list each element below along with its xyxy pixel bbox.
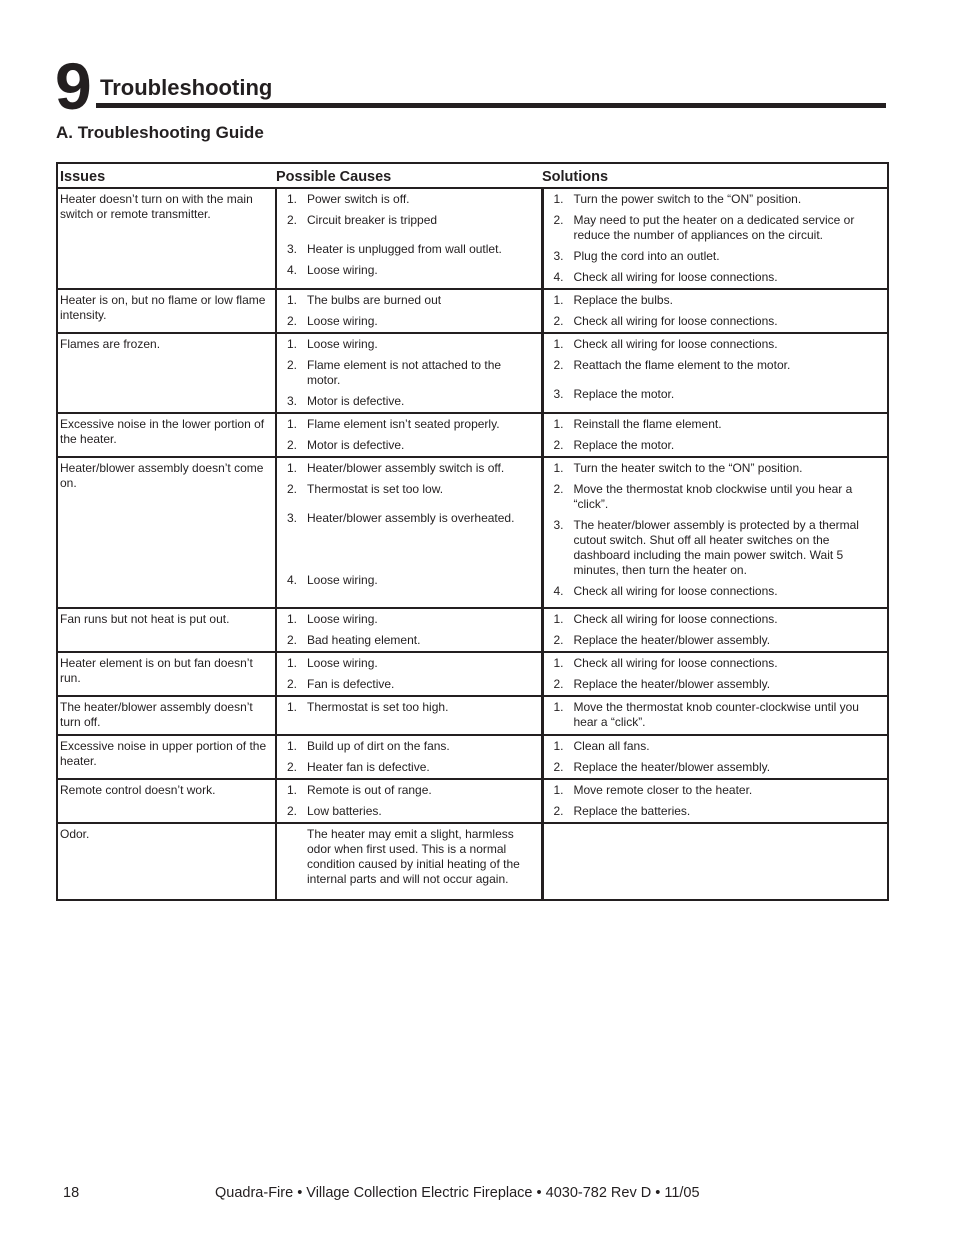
solutions-list [554, 612, 878, 648]
item-number: 3. [553, 249, 564, 263]
item-text: Reinstall the flame element. [573, 417, 722, 431]
item-number: 1. [553, 783, 564, 797]
item-text: Check all wiring for loose connections. [573, 270, 778, 284]
item-number: 1. [287, 417, 298, 431]
item-text: Heater is unplugged from wall outlet. [307, 242, 502, 256]
table-row [57, 823, 888, 900]
item-number: 3. [553, 518, 564, 532]
causes-list [287, 612, 537, 648]
item-number: 2. [287, 482, 298, 496]
cause-item [287, 804, 537, 819]
solution-item [554, 612, 878, 627]
solution-item [554, 804, 878, 819]
issue-cell: Heater is on, but no flame or low flame intensity. [57, 289, 276, 333]
causes-list [287, 337, 537, 409]
item-text: Loose wiring. [307, 612, 378, 626]
issue-cell: Excessive noise in the lower portion of the heater. [57, 413, 276, 457]
causes-list [287, 461, 537, 588]
page-number: 18 [63, 1185, 80, 1201]
item-text: The heater/blower assembly is protected by a thermal cutout switch. Shut off all heater switches on the dashboard including the main power switch. Wait 5 minutes, then turn the heater on. [573, 518, 859, 577]
item-number: 1. [553, 192, 564, 206]
cause-item [287, 394, 537, 409]
solution-item [554, 417, 878, 432]
item-number: 2. [553, 760, 564, 774]
item-number: 2. [287, 804, 298, 818]
item-text: Heater fan is defective. [307, 760, 430, 774]
item-number: 2. [287, 760, 298, 774]
cause-item [287, 192, 537, 207]
item-text: Replace the batteries. [573, 804, 691, 818]
item-text: Remote is out of range. [307, 783, 432, 797]
solution-item [554, 656, 878, 671]
solutions-cell [542, 652, 888, 696]
item-number: 1. [287, 337, 298, 351]
solutions-list [554, 461, 878, 599]
solutions-list [554, 417, 878, 453]
causes-cell [276, 413, 542, 457]
item-number: 1. [287, 461, 298, 475]
item-number: 2. [553, 438, 564, 452]
item-number: 4. [553, 270, 564, 284]
item-text: Clean all fans. [573, 739, 650, 753]
table-row [57, 779, 888, 823]
cause-item [287, 293, 537, 308]
cause-item [287, 677, 537, 692]
item-number: 1. [287, 293, 298, 307]
item-number: 4. [287, 263, 298, 277]
solution-item [554, 387, 878, 402]
solution-item [554, 739, 878, 754]
solution-item [554, 293, 878, 308]
item-number: 2. [553, 213, 564, 227]
cause-item [287, 417, 537, 432]
chapter-rule [96, 103, 886, 108]
causes-cell [276, 735, 542, 779]
solution-item [554, 337, 878, 352]
solutions-cell [542, 289, 888, 333]
table-row [57, 652, 888, 696]
cause-item [287, 213, 537, 228]
item-number: 2. [553, 314, 564, 328]
item-text: Check all wiring for loose connections. [573, 612, 778, 626]
item-text: Replace the bulbs. [573, 293, 673, 307]
item-text: Motor is defective. [307, 438, 405, 452]
issue-cell: Heater doesn’t turn on with the main switch or remote transmitter. [57, 188, 276, 289]
issue-cell: Fan runs but not heat is put out. [57, 608, 276, 652]
item-text: Turn the heater switch to the “ON” position. [573, 461, 803, 475]
item-text: Check all wiring for loose connections. [573, 337, 778, 351]
causes-list [287, 417, 537, 453]
column-header-causes: Possible Causes [276, 163, 542, 188]
issue-cell: Excessive noise in upper portion of the heater. [57, 735, 276, 779]
solutions-list [554, 656, 878, 692]
solutions-cell [542, 457, 888, 608]
cause-item [287, 482, 537, 497]
causes-list [287, 783, 537, 819]
item-number: 4. [287, 573, 298, 587]
table-row [57, 735, 888, 779]
item-text: Replace the heater/blower assembly. [573, 633, 771, 647]
table-row [57, 289, 888, 333]
issue-cell: Flames are frozen. [57, 333, 276, 413]
solutions-list [554, 700, 878, 730]
causes-list [287, 700, 537, 715]
item-text: Thermostat is set too high. [307, 700, 449, 714]
item-text: Thermostat is set too low. [307, 482, 444, 496]
cause-item [287, 739, 537, 754]
solution-item [554, 584, 878, 599]
solution-item [554, 358, 878, 373]
item-number: 1. [287, 612, 298, 626]
causes-cell [276, 823, 542, 900]
chapter-number: 9 [55, 49, 90, 123]
solutions-cell [542, 333, 888, 413]
solutions-list [554, 739, 878, 775]
item-text: Replace the motor. [573, 387, 675, 401]
item-text: Replace the motor. [573, 438, 675, 452]
item-text: Loose wiring. [307, 656, 378, 670]
item-number: 4. [553, 584, 564, 598]
item-text: Check all wiring for loose connections. [573, 584, 778, 598]
solutions-cell [542, 779, 888, 823]
solution-item [554, 482, 878, 512]
chapter-title: Troubleshooting [100, 75, 273, 100]
cause-item [287, 511, 537, 526]
table-body [57, 188, 888, 900]
item-text: Move the thermostat knob counter-clockwise until you hear a “click”. [573, 700, 859, 729]
troubleshooting-table [56, 162, 889, 901]
cause-item [287, 656, 537, 671]
item-number: 3. [553, 387, 564, 401]
cause-note: The heater may emit a slight, harmless odor when first used. This is a normal condition caused by initial heating of the internal parts and will not occur again. [307, 827, 520, 886]
causes-cell [276, 652, 542, 696]
item-number: 2. [287, 213, 298, 227]
item-number: 1. [287, 656, 298, 670]
causes-cell [276, 779, 542, 823]
table-row [57, 333, 888, 413]
solution-item [554, 461, 878, 476]
item-number: 1. [553, 739, 564, 753]
solution-item [554, 783, 878, 798]
table-row [57, 188, 888, 289]
solutions-cell [542, 823, 888, 900]
item-number: 2. [287, 358, 298, 372]
causes-list [287, 739, 537, 775]
causes-list [287, 293, 537, 329]
cause-item [287, 242, 537, 257]
item-number: 1. [553, 417, 564, 431]
causes-cell [276, 333, 542, 413]
cause-item [287, 337, 537, 352]
item-text: Heater/blower assembly switch is off. [307, 461, 505, 475]
cause-item [287, 612, 537, 627]
cause-item [287, 438, 537, 453]
item-number: 3. [287, 394, 298, 408]
item-number: 3. [287, 511, 298, 525]
item-number: 1. [287, 783, 298, 797]
cause-item [287, 783, 537, 798]
solutions-list [554, 293, 878, 329]
item-text: Reattach the flame element to the motor. [573, 358, 791, 372]
solution-item [554, 438, 878, 453]
item-number: 1. [287, 192, 298, 206]
causes-cell [276, 188, 542, 289]
solution-item [554, 314, 878, 329]
item-number: 2. [553, 633, 564, 647]
item-text: Loose wiring. [307, 337, 378, 351]
item-text: May need to put the heater on a dedicated service or reduce the number of appliances on the circuit. [573, 213, 855, 242]
cause-item [287, 461, 537, 476]
item-text: Loose wiring. [307, 314, 378, 328]
item-text: Loose wiring. [307, 263, 378, 277]
cause-item [287, 760, 537, 775]
item-text: Build up of dirt on the fans. [307, 739, 450, 753]
item-number: 2. [287, 677, 298, 691]
item-text: Plug the cord into an outlet. [573, 249, 720, 263]
solution-item [554, 192, 878, 207]
item-text: Turn the power switch to the “ON” position. [573, 192, 802, 206]
item-text: Motor is defective. [307, 394, 405, 408]
item-number: 1. [553, 337, 564, 351]
solutions-cell [542, 696, 888, 735]
causes-list [287, 656, 537, 692]
item-number: 3. [287, 242, 298, 256]
solutions-cell [542, 188, 888, 289]
item-number: 2. [553, 677, 564, 691]
solution-item [554, 760, 878, 775]
item-text: Check all wiring for loose connections. [573, 314, 778, 328]
item-text: Low batteries. [307, 804, 382, 818]
item-number: 1. [553, 612, 564, 626]
item-number: 1. [287, 739, 298, 753]
table-row [57, 608, 888, 652]
table-row [57, 696, 888, 735]
causes-cell [276, 289, 542, 333]
column-header-solutions: Solutions [542, 163, 888, 188]
solution-item [554, 700, 878, 730]
cause-item [287, 700, 537, 715]
issue-cell: Odor. [57, 823, 276, 900]
item-text: Move remote closer to the heater. [573, 783, 753, 797]
solutions-list [554, 783, 878, 819]
item-number: 2. [553, 804, 564, 818]
solutions-cell [542, 735, 888, 779]
table-header-row [57, 163, 888, 188]
causes-cell [276, 608, 542, 652]
solution-item [554, 249, 878, 264]
item-text: Replace the heater/blower assembly. [573, 677, 771, 691]
item-number: 1. [553, 656, 564, 670]
cause-item [287, 573, 537, 588]
cause-item [287, 358, 537, 388]
causes-list [287, 192, 537, 278]
item-text: Move the thermostat knob clockwise until you hear a “click”. [573, 482, 853, 511]
solutions-list [554, 337, 878, 402]
item-text: Replace the heater/blower assembly. [573, 760, 771, 774]
causes-cell [276, 457, 542, 608]
table-row [57, 457, 888, 608]
causes-cell [276, 696, 542, 735]
item-number: 2. [287, 633, 298, 647]
item-number: 1. [287, 700, 298, 714]
issue-cell: Remote control doesn’t work. [57, 779, 276, 823]
item-text: Circuit breaker is tripped [307, 213, 438, 227]
item-number: 1. [553, 293, 564, 307]
item-text: Fan is defective. [307, 677, 395, 691]
issue-cell: Heater element is on but fan doesn’t run. [57, 652, 276, 696]
solution-item [554, 633, 878, 648]
item-number: 2. [553, 482, 564, 496]
solutions-cell [542, 608, 888, 652]
solution-item [554, 518, 878, 578]
item-text: Heater/blower assembly is overheated. [307, 511, 515, 525]
solutions-cell [542, 413, 888, 457]
item-text: Loose wiring. [307, 573, 378, 587]
footer-text: Quadra-Fire • Village Collection Electric Fireplace • 4030-782 Rev D • 11/05 [215, 1185, 700, 1201]
section-title: A. Troubleshooting Guide [56, 123, 264, 142]
cause-item [287, 314, 537, 329]
cause-item [287, 633, 537, 648]
item-number: 1. [553, 461, 564, 475]
item-text: The bulbs are burned out [307, 293, 442, 307]
solutions-list [554, 192, 878, 285]
item-number: 2. [287, 438, 298, 452]
item-text: Check all wiring for loose connections. [573, 656, 778, 670]
cause-item [287, 263, 537, 278]
item-text: Flame element isn’t seated properly. [307, 417, 500, 431]
item-text: Power switch is off. [307, 192, 410, 206]
item-number: 2. [287, 314, 298, 328]
issue-cell: Heater/blower assembly doesn’t come on. [57, 457, 276, 608]
column-header-issues: Issues [57, 163, 276, 188]
solution-item [554, 677, 878, 692]
item-text: Bad heating element. [307, 633, 421, 647]
item-number: 2. [553, 358, 564, 372]
table-row [57, 413, 888, 457]
solution-item [554, 213, 878, 243]
issue-cell: The heater/blower assembly doesn’t turn off. [57, 696, 276, 735]
solution-item [554, 270, 878, 285]
item-number: 1. [553, 700, 564, 714]
item-text: Flame element is not attached to the motor. [307, 358, 502, 387]
